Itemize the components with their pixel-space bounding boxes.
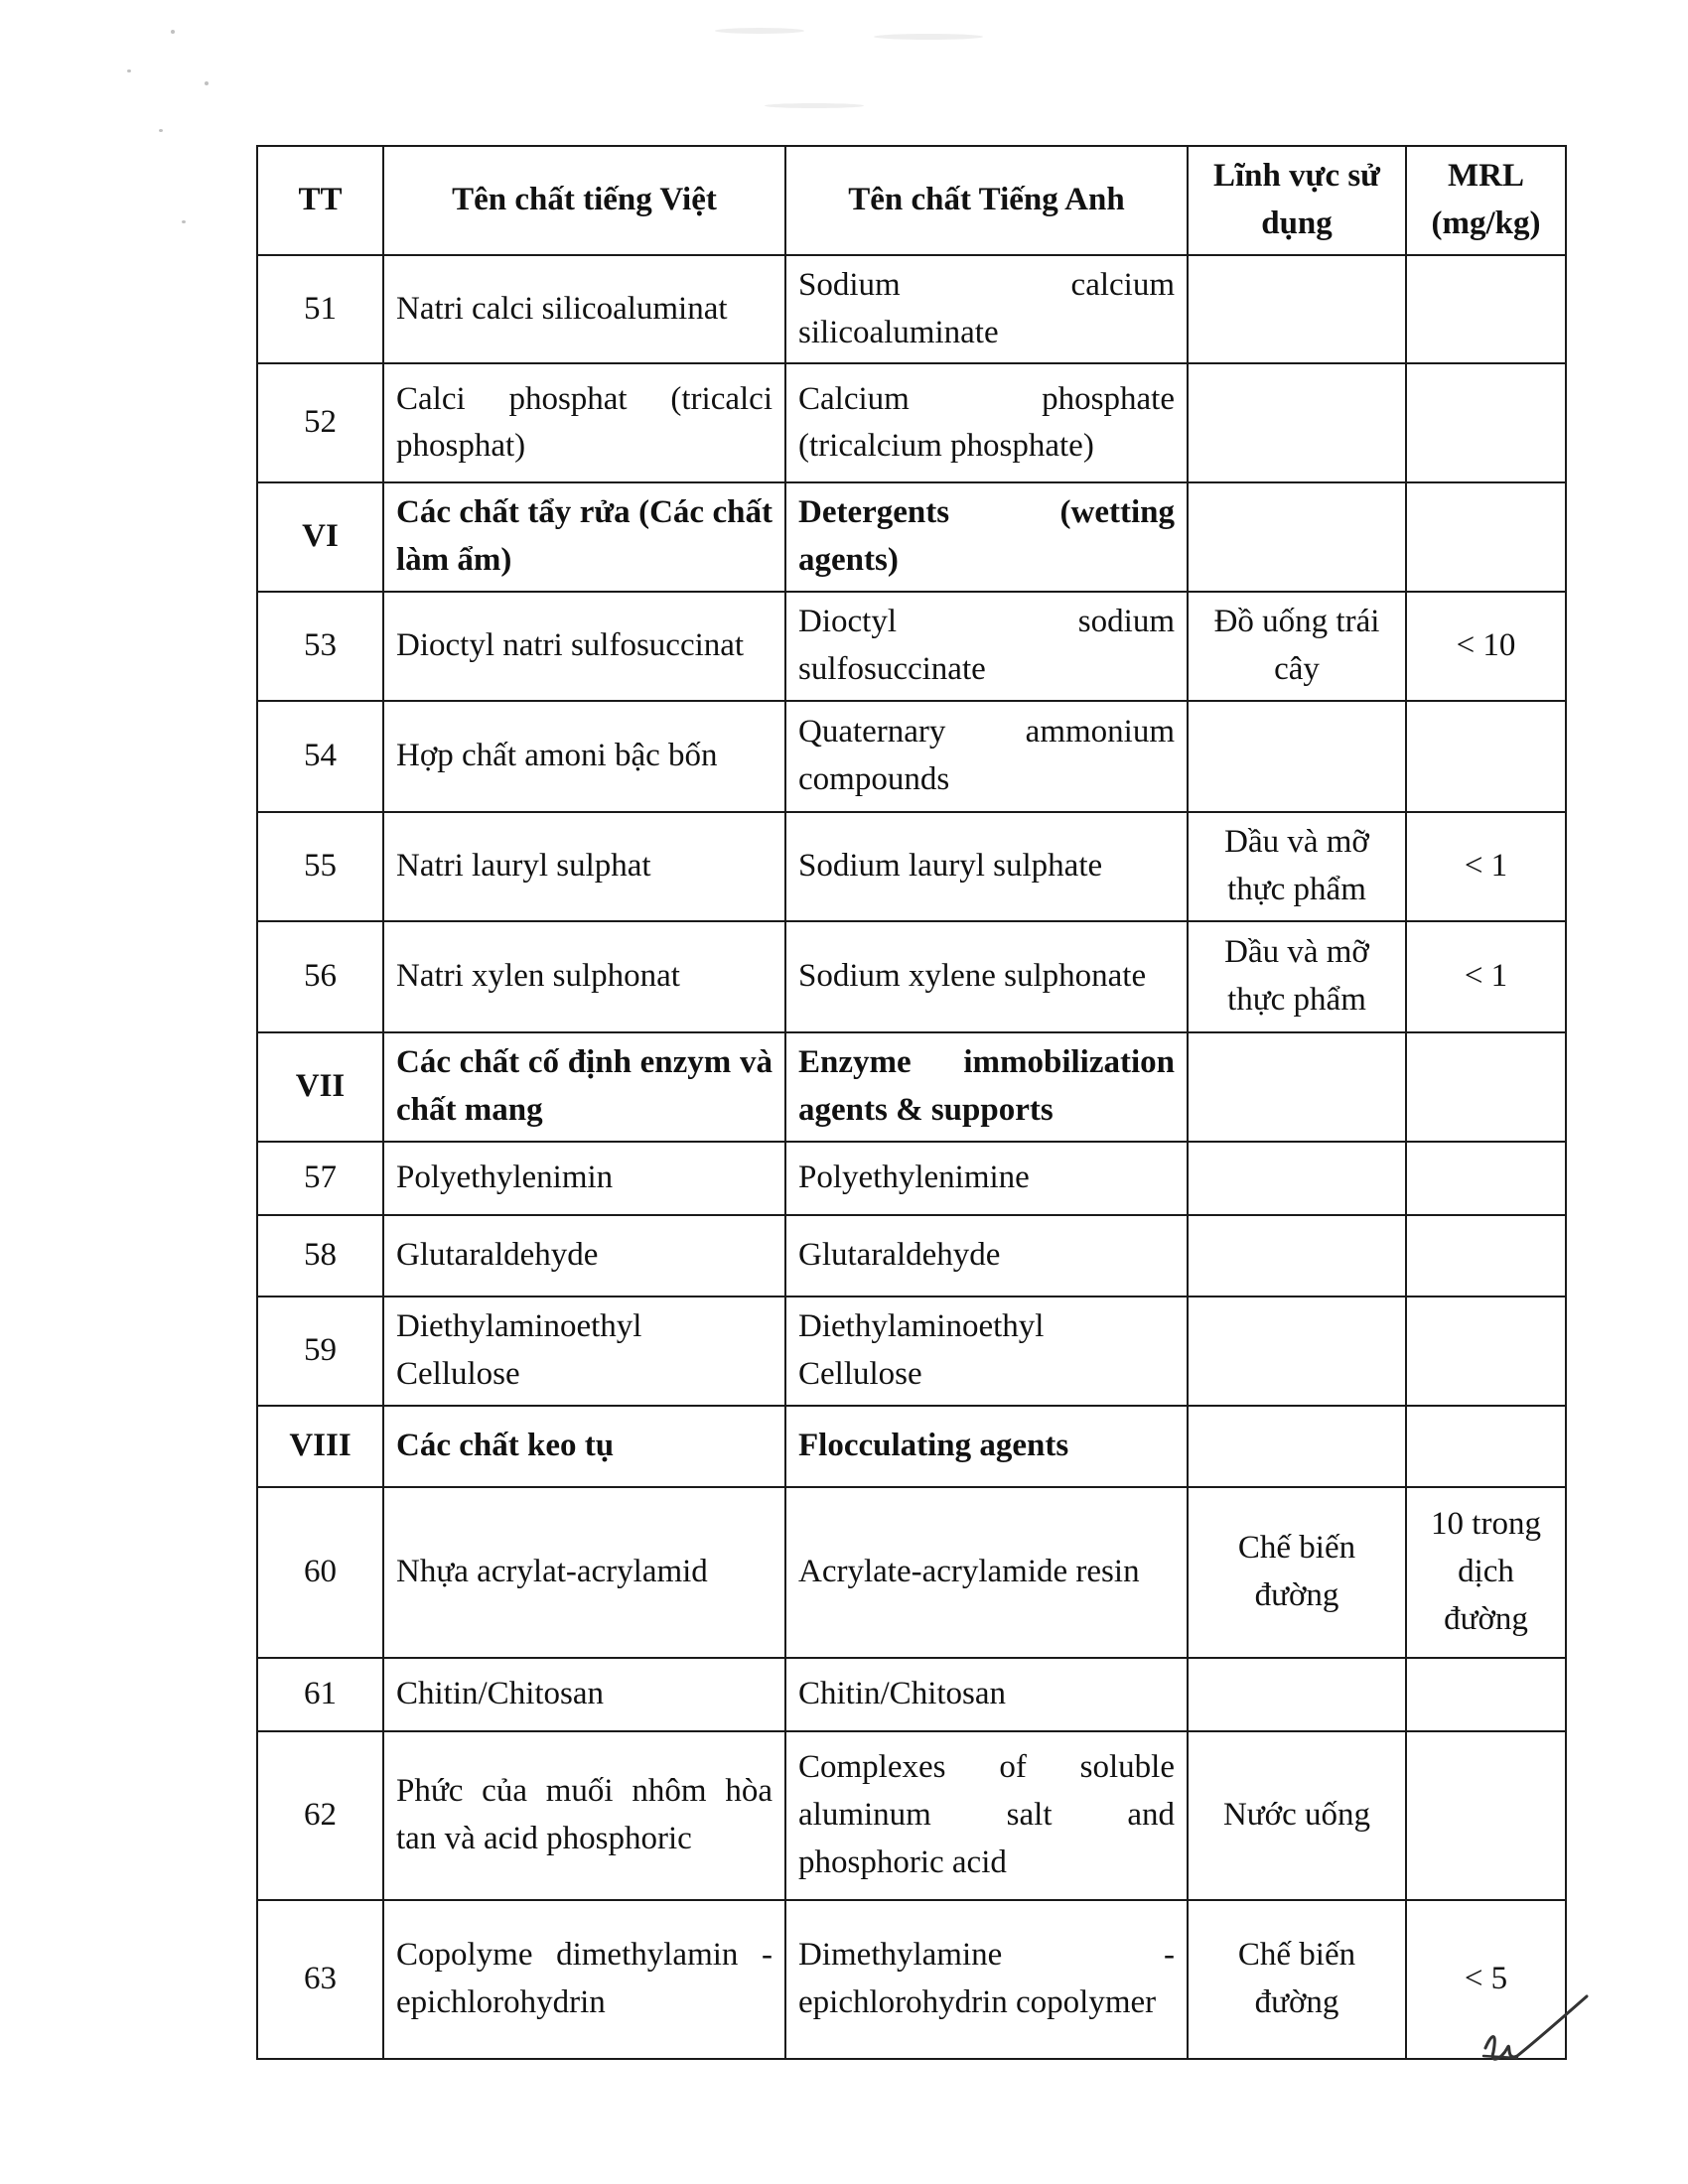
cell-tt: 52 xyxy=(257,363,383,482)
cell-name-vi: Phức của muối nhôm hòa tan và acid phosphoric xyxy=(383,1731,785,1900)
cell-field: Dầu và mỡ thực phẩm xyxy=(1188,921,1406,1032)
cell-name-en: Acrylate-acrylamide resin xyxy=(785,1487,1188,1658)
cell-tt: 55 xyxy=(257,812,383,921)
cell-tt: 51 xyxy=(257,255,383,364)
section-row xyxy=(257,1406,1566,1487)
cell-tt: 58 xyxy=(257,1215,383,1297)
cell-tt: VI xyxy=(257,482,383,592)
cell-mrl xyxy=(1406,1215,1566,1297)
section-row xyxy=(257,1032,1566,1142)
cell-tt: 53 xyxy=(257,592,383,701)
scan-speck xyxy=(171,30,175,34)
cell-mrl xyxy=(1406,1658,1566,1731)
scan-speck xyxy=(205,81,209,85)
cell-mrl: < 1 xyxy=(1406,812,1566,921)
header-tt: TT xyxy=(257,146,383,255)
cell-tt: 56 xyxy=(257,921,383,1032)
cell-tt: 59 xyxy=(257,1297,383,1406)
cell-field xyxy=(1188,1142,1406,1215)
cell-name-en: Sodium xylene sulphonate xyxy=(785,921,1188,1032)
table-row xyxy=(257,363,1566,482)
cell-mrl xyxy=(1406,1297,1566,1406)
cell-mrl xyxy=(1406,482,1566,592)
scan-speck xyxy=(715,28,804,34)
scan-speck xyxy=(182,220,186,223)
table-row xyxy=(257,255,1566,364)
cell-tt: 61 xyxy=(257,1658,383,1731)
cell-name-en: Detergents (wetting agents) xyxy=(785,482,1188,592)
table-row xyxy=(257,1487,1566,1658)
table-row xyxy=(257,1658,1566,1731)
cell-name-vi: Hợp chất amoni bậc bốn xyxy=(383,701,785,812)
cell-name-en: Dioctyl sodium sulfosuccinate xyxy=(785,592,1188,701)
cell-tt: 62 xyxy=(257,1731,383,1900)
cell-name-vi: Natri lauryl sulphat xyxy=(383,812,785,921)
signature-mark xyxy=(1477,1990,1597,2070)
cell-tt: VII xyxy=(257,1032,383,1142)
table-row xyxy=(257,1731,1566,1900)
cell-mrl xyxy=(1406,1142,1566,1215)
cell-mrl xyxy=(1406,363,1566,482)
cell-tt: VIII xyxy=(257,1406,383,1487)
cell-mrl xyxy=(1406,1032,1566,1142)
cell-name-en: Enzyme immobilization agents & supports xyxy=(785,1032,1188,1142)
table-row xyxy=(257,1900,1566,2059)
cell-field xyxy=(1188,1406,1406,1487)
header-mrl: MRL (mg/kg) xyxy=(1406,146,1566,255)
cell-mrl xyxy=(1406,1406,1566,1487)
cell-name-vi: Các chất cố định enzym và chất mang xyxy=(383,1032,785,1142)
cell-tt: 57 xyxy=(257,1142,383,1215)
cell-mrl: < 5 xyxy=(1406,1900,1566,2059)
cell-name-vi: Diethylaminoethyl Cellulose xyxy=(383,1297,785,1406)
cell-tt: 60 xyxy=(257,1487,383,1658)
header-name-vi: Tên chất tiếng Việt xyxy=(383,146,785,255)
cell-name-en: Sodium lauryl sulphate xyxy=(785,812,1188,921)
cell-mrl xyxy=(1406,255,1566,364)
cell-name-vi: Dioctyl natri sulfosuccinat xyxy=(383,592,785,701)
cell-mrl xyxy=(1406,1731,1566,1900)
scan-speck xyxy=(159,129,163,132)
table-header-row xyxy=(257,146,1566,255)
cell-name-en: Sodium calcium silicoaluminate xyxy=(785,255,1188,364)
cell-field xyxy=(1188,1658,1406,1731)
scan-speck xyxy=(127,69,131,72)
substance-table xyxy=(256,145,1567,2060)
cell-name-en: Complexes of soluble aluminum salt and phosphoric acid xyxy=(785,1731,1188,1900)
cell-mrl: < 1 xyxy=(1406,921,1566,1032)
header-name-en: Tên chất Tiếng Anh xyxy=(785,146,1188,255)
cell-name-en: Calcium phosphate (tricalcium phosphate) xyxy=(785,363,1188,482)
cell-field xyxy=(1188,363,1406,482)
table-row xyxy=(257,592,1566,701)
cell-field: Chế biến đường xyxy=(1188,1487,1406,1658)
cell-name-en: Polyethylenimine xyxy=(785,1142,1188,1215)
cell-name-en: Quaternary ammonium compounds xyxy=(785,701,1188,812)
cell-field xyxy=(1188,255,1406,364)
cell-name-en: Chitin/Chitosan xyxy=(785,1658,1188,1731)
table-row xyxy=(257,1215,1566,1297)
cell-mrl: < 10 xyxy=(1406,592,1566,701)
cell-field xyxy=(1188,701,1406,812)
section-row xyxy=(257,482,1566,592)
cell-mrl: 10 trong dịch đường xyxy=(1406,1487,1566,1658)
cell-field xyxy=(1188,482,1406,592)
cell-name-vi: Các chất keo tụ xyxy=(383,1406,785,1487)
cell-name-vi: Copolyme dimethylamin - epichlorohydrin xyxy=(383,1900,785,2059)
cell-name-vi: Chitin/Chitosan xyxy=(383,1658,785,1731)
cell-name-vi: Nhựa acrylat-acrylamid xyxy=(383,1487,785,1658)
table-row xyxy=(257,921,1566,1032)
cell-field xyxy=(1188,1032,1406,1142)
cell-name-vi: Glutaraldehyde xyxy=(383,1215,785,1297)
cell-field: Nước uống xyxy=(1188,1731,1406,1900)
cell-tt: 54 xyxy=(257,701,383,812)
scan-speck xyxy=(874,34,983,40)
cell-field xyxy=(1188,1215,1406,1297)
table-row xyxy=(257,701,1566,812)
table-row xyxy=(257,1297,1566,1406)
cell-name-en: Glutaraldehyde xyxy=(785,1215,1188,1297)
cell-field: Chế biến đường xyxy=(1188,1900,1406,2059)
cell-name-en: Flocculating agents xyxy=(785,1406,1188,1487)
table-row xyxy=(257,1142,1566,1215)
cell-field: Dầu và mỡ thực phẩm xyxy=(1188,812,1406,921)
cell-field xyxy=(1188,1297,1406,1406)
cell-name-vi: Các chất tẩy rửa (Các chất làm ẩm) xyxy=(383,482,785,592)
table-body xyxy=(257,255,1566,2059)
cell-name-vi: Natri calci silicoaluminat xyxy=(383,255,785,364)
cell-name-vi: Natri xylen sulphonat xyxy=(383,921,785,1032)
cell-name-vi: Polyethylenimin xyxy=(383,1142,785,1215)
cell-mrl xyxy=(1406,701,1566,812)
cell-field: Đồ uống trái cây xyxy=(1188,592,1406,701)
cell-name-en: Diethylaminoethyl Cellulose xyxy=(785,1297,1188,1406)
cell-name-vi: Calci phosphat (tricalci phosphat) xyxy=(383,363,785,482)
cell-tt: 63 xyxy=(257,1900,383,2059)
scan-speck xyxy=(765,103,864,108)
header-field: Lĩnh vực sử dụng xyxy=(1188,146,1406,255)
cell-name-en: Dimethylamine - epichlorohydrin copolymer xyxy=(785,1900,1188,2059)
table-row xyxy=(257,812,1566,921)
